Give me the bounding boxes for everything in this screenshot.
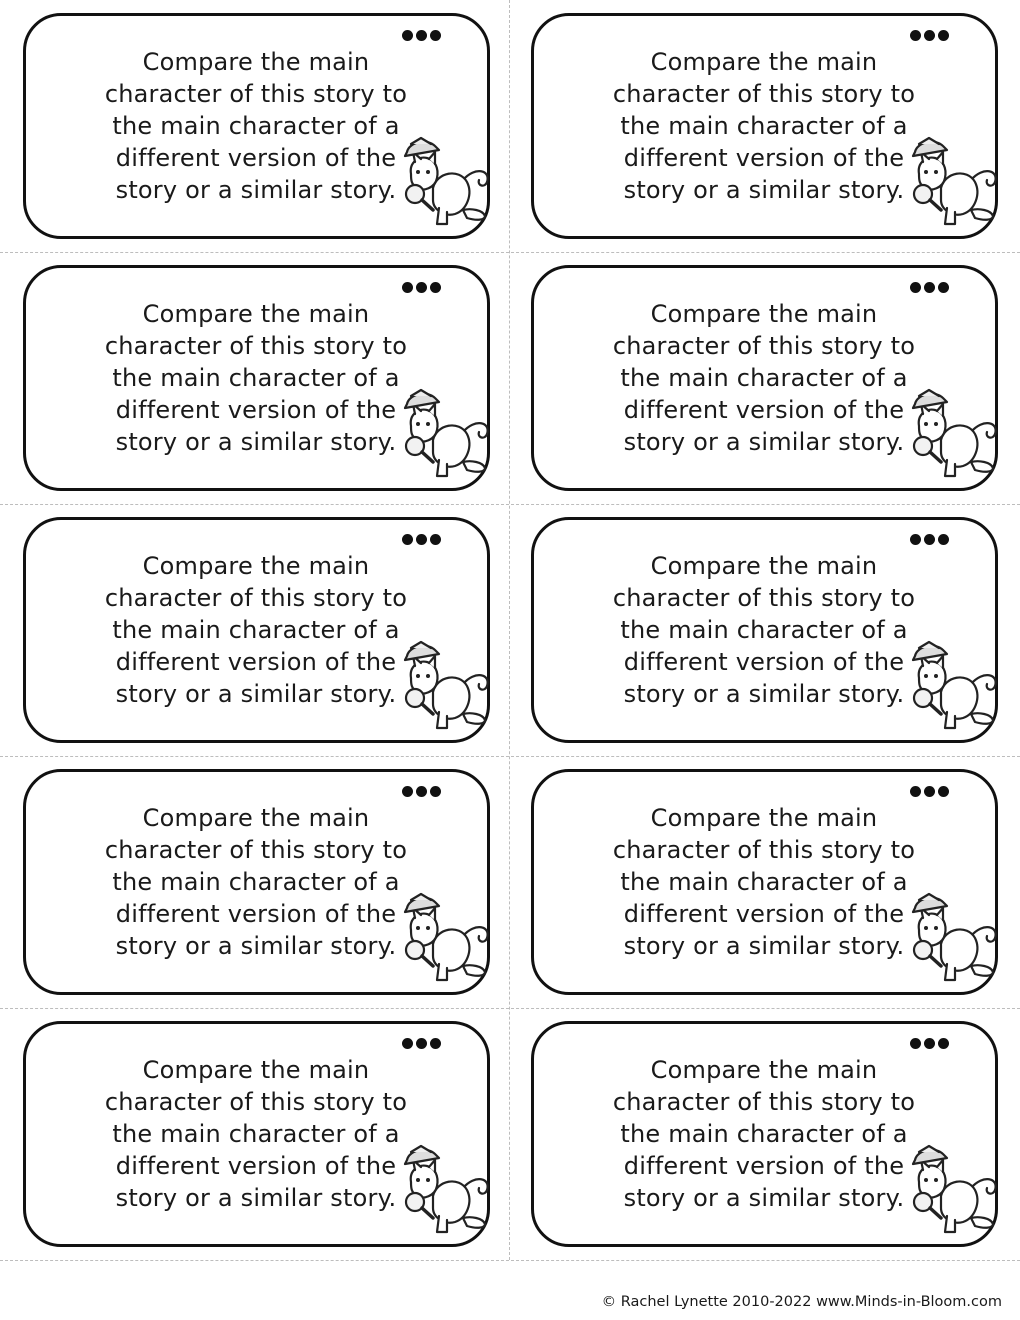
detective-cat-icon: [393, 1136, 493, 1236]
task-card: [531, 13, 998, 239]
detective-cat-icon: [393, 128, 493, 228]
copyright-footer: © Rachel Lynette 2010-2022 www.Minds-in-Bloom.com: [601, 1294, 1002, 1310]
card-prompt-text: Compare the main character of this story to the main character of a different version of the story or a similar story.: [612, 1056, 916, 1212]
three-dots-icon: [402, 30, 441, 41]
three-dots-icon: [402, 1038, 441, 1049]
detective-cat-icon: [393, 632, 493, 732]
horizontal-cut-line: [0, 1008, 1020, 1009]
horizontal-cut-line: [0, 756, 1020, 757]
three-dots-icon: [910, 282, 949, 293]
card-prompt-text: Compare the main character of this story to the main character of a different version of the story or a similar story.: [612, 300, 916, 456]
three-dots-icon: [402, 786, 441, 797]
task-card: [531, 1021, 998, 1247]
task-card: [531, 517, 998, 743]
card-prompt-text: Compare the main character of this story to the main character of a different version of the story or a similar story.: [612, 48, 916, 204]
vertical-cut-line: [509, 0, 510, 1260]
three-dots-icon: [910, 534, 949, 545]
detective-cat-icon: [901, 380, 1001, 480]
three-dots-icon: [402, 534, 441, 545]
task-card: [531, 769, 998, 995]
detective-cat-icon: [901, 632, 1001, 732]
card-prompt-text: Compare the main character of this story to the main character of a different version of the story or a similar story.: [104, 804, 408, 960]
horizontal-cut-line: [0, 252, 1020, 253]
horizontal-cut-line: [0, 504, 1020, 505]
task-card: [23, 517, 490, 743]
card-prompt-text: Compare the main character of this story to the main character of a different version of the story or a similar story.: [612, 804, 916, 960]
detective-cat-icon: [901, 1136, 1001, 1236]
task-card: [23, 265, 490, 491]
card-prompt-text: Compare the main character of this story to the main character of a different version of the story or a similar story.: [104, 552, 408, 708]
task-card: [23, 13, 490, 239]
detective-cat-icon: [393, 884, 493, 984]
detective-cat-icon: [393, 380, 493, 480]
detective-cat-icon: [901, 884, 1001, 984]
detective-cat-icon: [901, 128, 1001, 228]
task-card: [23, 1021, 490, 1247]
task-card: [23, 769, 490, 995]
task-card: [531, 265, 998, 491]
three-dots-icon: [402, 282, 441, 293]
three-dots-icon: [910, 1038, 949, 1049]
horizontal-cut-line: [0, 1260, 1020, 1261]
card-prompt-text: Compare the main character of this story to the main character of a different version of the story or a similar story.: [104, 48, 408, 204]
card-prompt-text: Compare the main character of this story to the main character of a different version of the story or a similar story.: [104, 300, 408, 456]
three-dots-icon: [910, 30, 949, 41]
card-prompt-text: Compare the main character of this story to the main character of a different version of the story or a similar story.: [612, 552, 916, 708]
card-prompt-text: Compare the main character of this story to the main character of a different version of the story or a similar story.: [104, 1056, 408, 1212]
three-dots-icon: [910, 786, 949, 797]
